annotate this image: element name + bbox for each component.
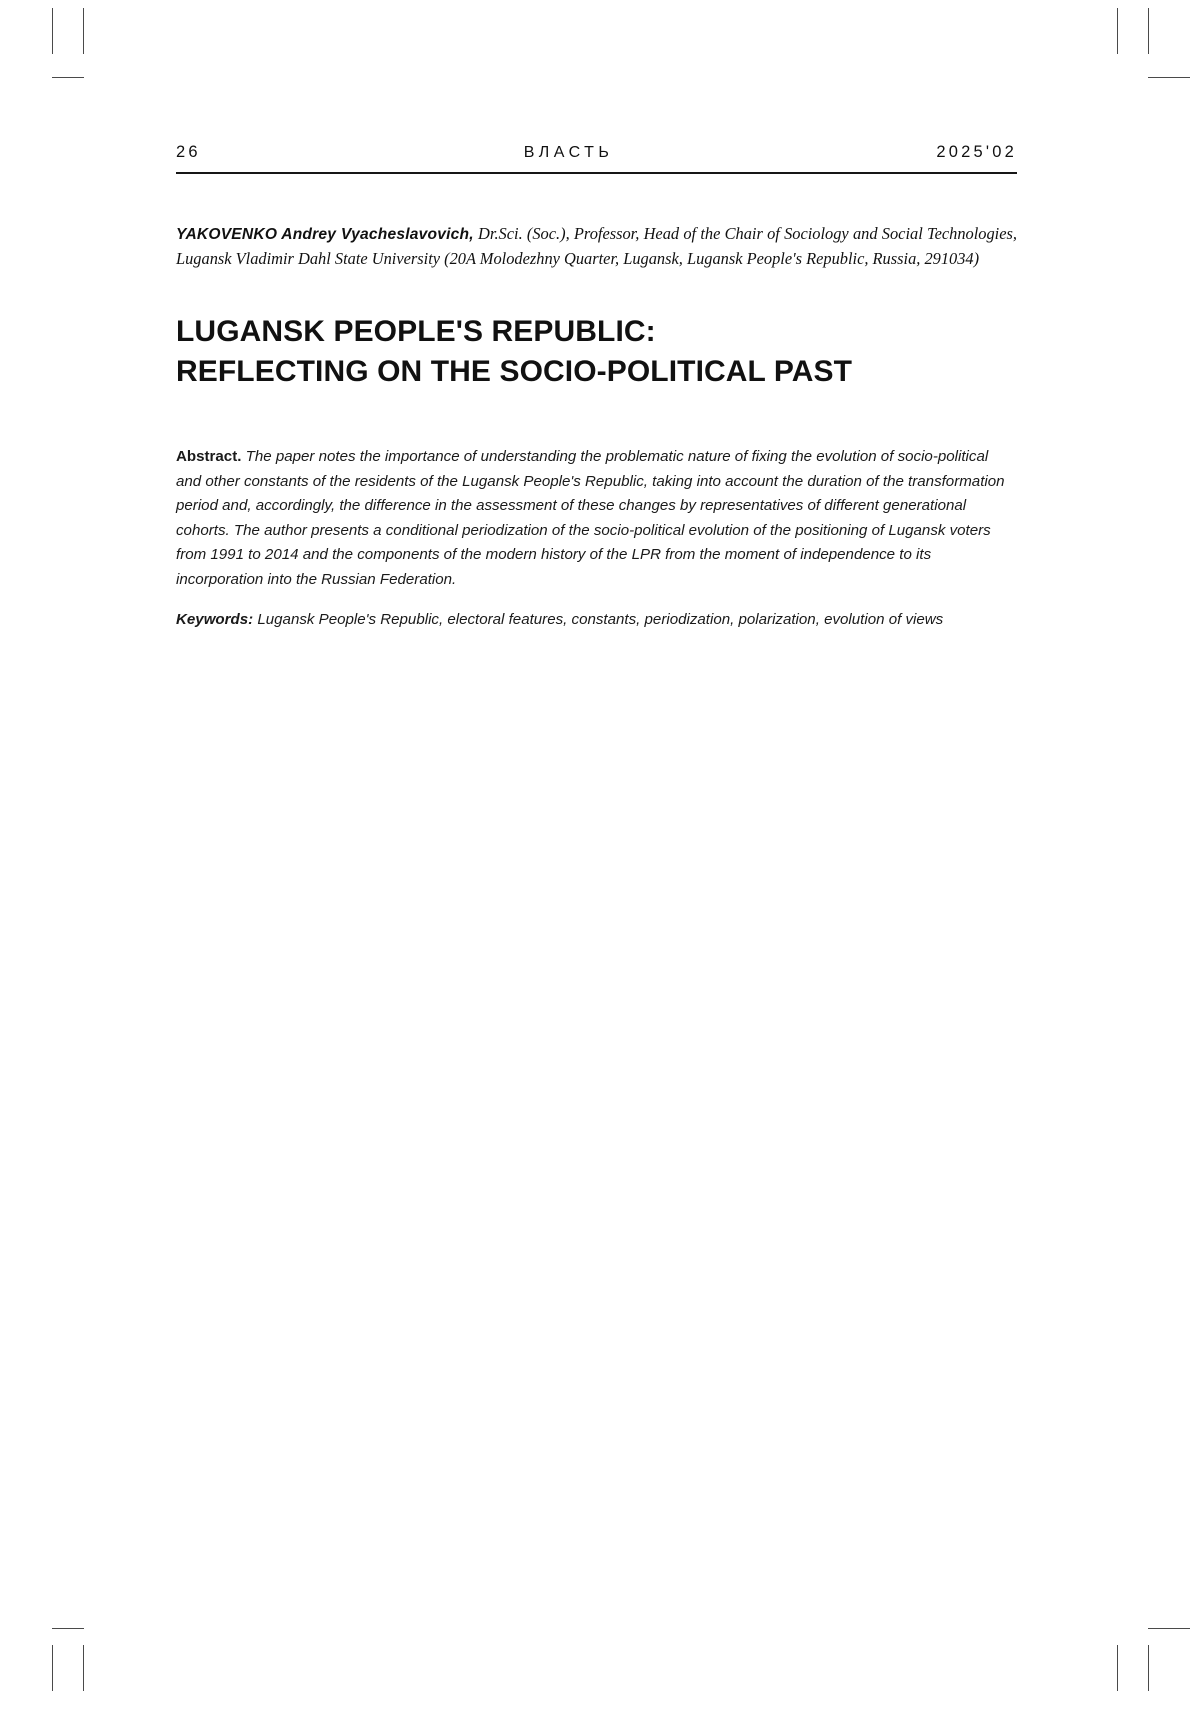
running-head: [176, 143, 1017, 162]
article-title-line-1: LUGANSK PEOPLE'S REPUBLIC:: [176, 315, 656, 348]
keywords-block: [176, 608, 1017, 633]
crop-mark-top-left-v1: [52, 8, 53, 54]
crop-mark-top-right-v2: [1148, 8, 1149, 54]
crop-mark-bottom-right-v2: [1148, 1645, 1149, 1691]
keywords-text: Lugansk People's Republic, electoral features, constants, periodization, polarization, evolution of views: [253, 611, 944, 628]
abstract-label: Abstract.: [176, 448, 242, 465]
crop-mark-bottom-right-h: [1148, 1628, 1190, 1629]
crop-mark-top-right-v1: [1117, 8, 1118, 54]
author-credentials: Dr.Sci. (Soc.), Professor, Head of the Chair of Sociology and Social Technologies, Lugansk Vladimir Dahl State University (20A Molodezhny Quarter, Lugansk, Lugansk People's Republic, Russia, 291034): [176, 224, 1017, 268]
crop-mark-bottom-left-h: [52, 1628, 84, 1629]
abstract-block: [176, 445, 1017, 593]
crop-mark-bottom-right-v1: [1117, 1645, 1118, 1691]
author-name: YAKOVENKO Andrey Vyacheslavovich,: [176, 226, 474, 243]
crop-mark-bottom-left-v1: [52, 1645, 53, 1691]
keywords-label: Keywords:: [176, 611, 254, 628]
crop-mark-top-right-h: [1148, 77, 1190, 78]
crop-mark-top-left-h: [52, 77, 84, 78]
crop-mark-bottom-left-v2: [83, 1645, 84, 1691]
article-title: [176, 312, 1017, 392]
author-affiliation: [176, 222, 1017, 272]
crop-mark-top-left-v2: [83, 8, 84, 54]
article-title-line-2: REFLECTING ON THE SOCIO-POLITICAL PAST: [176, 354, 853, 388]
journal-title: ВЛАСТЬ: [523, 144, 614, 161]
header-divider: [176, 172, 1017, 174]
page-number: 26: [176, 143, 201, 161]
abstract-text: The paper notes the importance of understanding the problematic nature of fixing the evolution of socio-political and other constants of the residents of the Lugansk People's Republic, taking into account the duration of the transformation period and, accordingly, the difference in the assessment of these changes by representatives of different generational cohorts. The author presents a conditional periodization of the socio-political evolution of the positioning of Lugansk voters from 1991 to 2014 and the components of the modern history of the LPR from the moment of independence to its incorporation into the Russian Federation.: [176, 448, 1005, 588]
issue-label: 2025'02: [936, 143, 1017, 161]
